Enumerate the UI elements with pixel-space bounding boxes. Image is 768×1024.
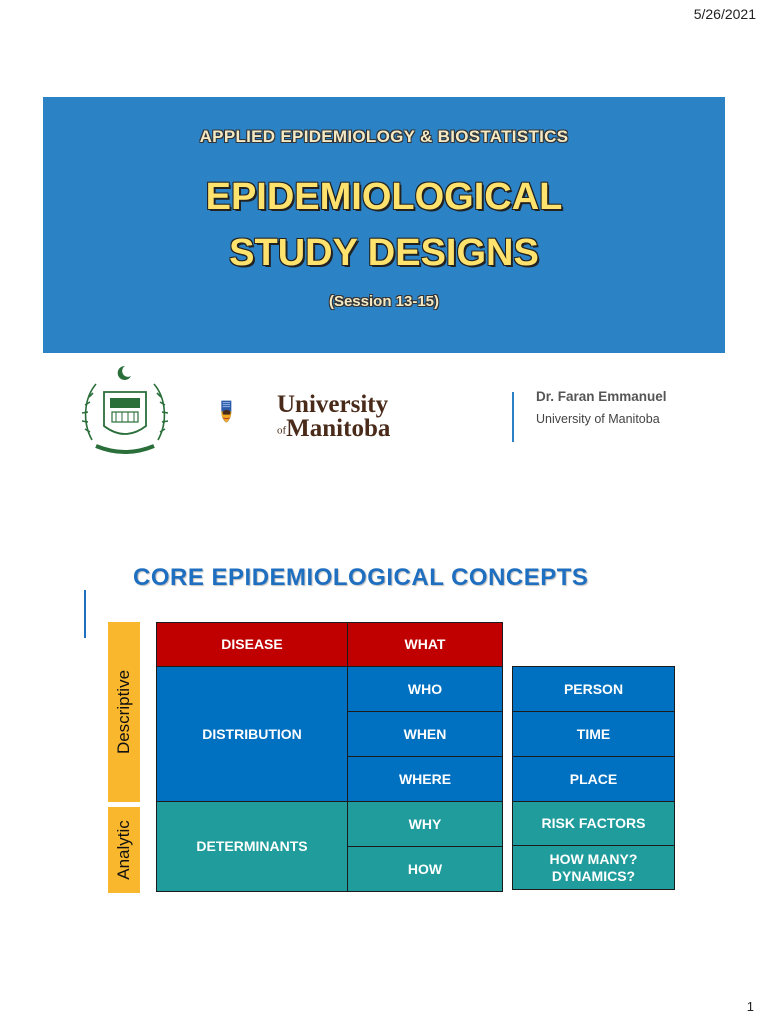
um-wordmark-line-1: University <box>277 391 389 418</box>
cell-why: WHY <box>347 801 503 847</box>
page-date: 5/26/2021 <box>693 6 756 22</box>
how-many-line: HOW MANY? <box>549 850 638 867</box>
session-label: (Session 13-15) <box>328 293 440 310</box>
dynamics-line: DYNAMICS? <box>551 867 636 884</box>
um-wordmark-of: of <box>277 424 287 437</box>
university-of-manitoba-wordmark <box>277 393 390 442</box>
cell-distribution: DISTRIBUTION <box>156 666 348 802</box>
descriptive-label-text: Descriptive <box>114 669 133 755</box>
cell-how-many-dynamics <box>512 845 675 890</box>
university-of-manitoba-logo-icon <box>220 374 280 450</box>
cell-disease: DISEASE <box>156 622 348 667</box>
title-line-2: STUDY DESIGNS <box>229 232 539 274</box>
cell-where: WHERE <box>347 756 503 802</box>
analytic-label-text: Analytic <box>114 820 133 880</box>
um-wordmark-line-2 <box>277 417 390 442</box>
descriptive-side-label <box>108 622 140 802</box>
cell-how: HOW <box>347 846 503 892</box>
cell-time: TIME <box>512 711 675 757</box>
author-name: Dr. Faran Emmanuel <box>536 389 667 404</box>
author-divider <box>512 392 514 442</box>
concepts-title: CORE EPIDEMIOLOGICAL CONCEPTS <box>133 564 589 591</box>
um-wordmark-manitoba: Manitoba <box>286 415 391 442</box>
cell-determinants: DETERMINANTS <box>156 801 348 892</box>
cell-place: PLACE <box>512 756 675 802</box>
concepts-accent-line <box>84 590 86 638</box>
author-affiliation: University of Manitoba <box>536 412 660 426</box>
page-number: 1 <box>746 999 754 1014</box>
cell-when: WHEN <box>347 711 503 757</box>
main-title <box>43 169 725 281</box>
title-banner <box>43 97 725 353</box>
cell-risk-factors: RISK FACTORS <box>512 801 675 846</box>
cell-who: WHO <box>347 666 503 712</box>
course-title: APPLIED EPIDEMIOLOGY & BIOSTATISTICS <box>199 127 569 146</box>
cell-person: PERSON <box>512 666 675 712</box>
analytic-side-label <box>108 807 140 893</box>
university-seal-icon <box>78 362 172 462</box>
cell-what: WHAT <box>347 622 503 667</box>
title-line-1: EPIDEMIOLOGICAL <box>205 176 563 218</box>
